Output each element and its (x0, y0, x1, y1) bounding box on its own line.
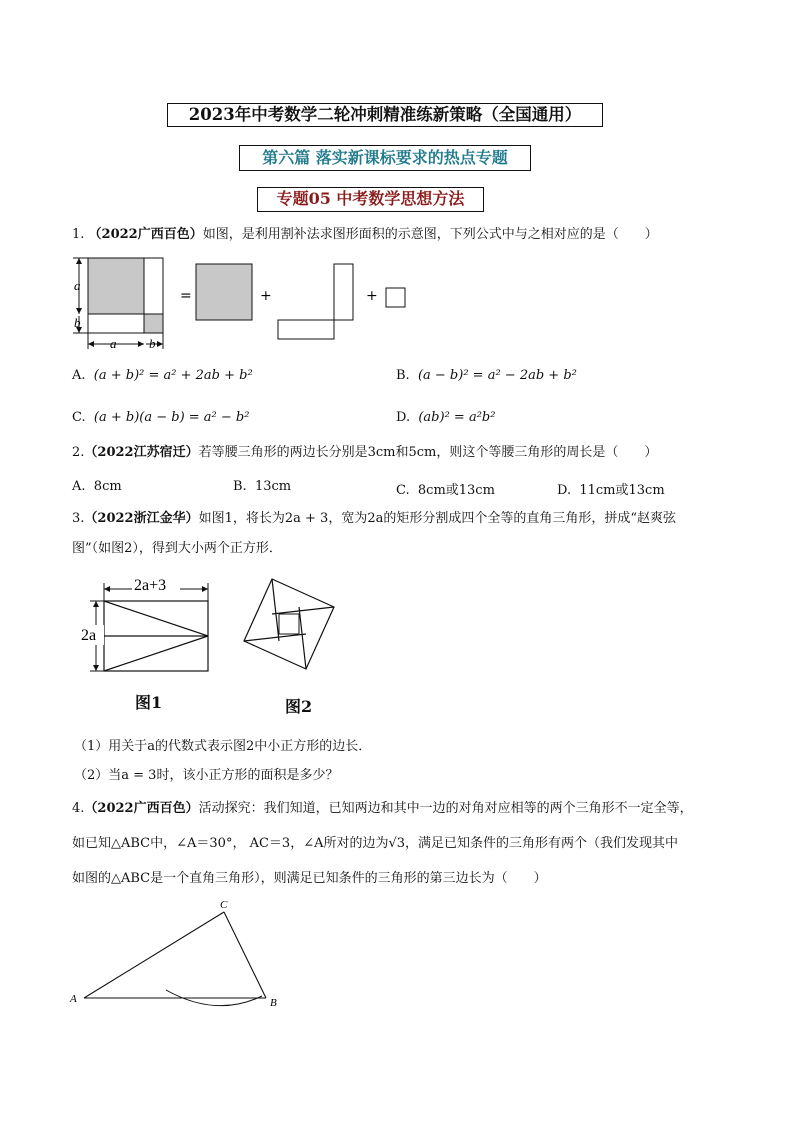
q2-option-c: C. 8cm或13cm (396, 483, 495, 498)
q3-sub2: （2）当a = 3时，该小正方形的面积是多少？ (74, 768, 339, 783)
q1-label-b-side: b (74, 315, 81, 330)
q1-stem (72, 226, 658, 244)
q1-plus2: + (366, 288, 378, 304)
q4-label-C: C (220, 899, 228, 911)
q1-piece-b2 (386, 288, 405, 307)
q2-source: （2022江苏宿迁） (84, 445, 199, 460)
q4-stem: 4.（2022广西百色）活动探究：我们知道，已知两边和其中一边的对角对应相等的两个三角形不一定全等， (72, 801, 693, 816)
q4-text-1: 活动探究：我们知道，已知两边和其中一边的对角对应相等的两个三角形不一定全等， (198, 801, 693, 816)
q2-stem: 2.（2022江苏宿迁）若等腰三角形的两边长分别是3cm和5cm，则这个等腰三角形的周长是（ ） (72, 445, 658, 460)
document-title: 2023年中考数学二轮冲刺精准练新策略（全国通用） (167, 103, 603, 127)
q1-piece-a2 (196, 264, 252, 320)
q1-option-b: B. (a − b)² = a² − 2ab + b² (396, 368, 577, 383)
q4-figure (66, 898, 296, 1013)
q3-figure1 (78, 575, 248, 675)
q1-option-c: C. (a + b)(a − b) = a² − b² (72, 410, 250, 425)
q1-number: 1. (72, 227, 85, 242)
q2-text: 若等腰三角形的两边长分别是3cm和5cm，则这个等腰三角形的周长是（ ） (198, 445, 658, 460)
q1-square-b (144, 314, 163, 333)
q1-option-a: A. (a + b)² = a² + 2ab + b² (72, 368, 253, 383)
q1-option-d: D. (ab)² = a²b² (396, 410, 496, 425)
q3-fig1-caption: 图1 (135, 693, 163, 712)
q3-sub1: （1）用关于a的代数式表示图2中小正方形的边长． (74, 739, 372, 754)
q1-label-b-bottom: b (149, 336, 156, 351)
q3-fig1-top-label: 2a+3 (134, 577, 167, 594)
q3-fig2-caption: 图2 (285, 697, 313, 716)
q1-eq: = (180, 288, 192, 304)
topic-title: 专题05 中考数学思想方法 (257, 187, 484, 212)
q1-strip-vertical (334, 264, 353, 320)
q1-source: （2022广西百色） (88, 227, 203, 242)
q3-text-2: 图”（如图2），得到大小两个正方形． (72, 541, 282, 556)
q2-option-d: D. 11cm或13cm (557, 483, 665, 498)
q4-text-2: 如已知△ABC中，∠A＝30°， AC＝3，∠A所对的边为√3，满足已知条件的三角形有两个（我们发现其中 (72, 836, 679, 851)
q4-source: （2022广西百色） (84, 801, 199, 816)
q1-strip-horizontal (278, 320, 334, 339)
q4-label-A: A (70, 993, 77, 1005)
q1-label-a-side: a (74, 278, 81, 293)
q1-text: 如图，是利用割补法求图形面积的示意图，下列公式中与之相对应的是（ ） (202, 227, 658, 242)
q2-option-b: B. 13cm (233, 479, 292, 494)
q3-fig1-left-label: 2a (81, 627, 97, 644)
q1-figure (70, 250, 420, 355)
q3-small-square (279, 614, 299, 634)
q3-text-1: 如图1，将长为2a + 3，宽为2a的矩形分割成四个全等的直角三角形，拼成“赵爽弦 (198, 511, 676, 526)
q1-square-a (88, 258, 144, 314)
part-title: 第六篇 落实新课标要求的热点专题 (239, 145, 531, 171)
q1-plus1: + (260, 288, 272, 304)
q4-label-B: B (270, 997, 277, 1009)
q3-source: （2022浙江金华） (84, 511, 199, 526)
q3-figure2 (240, 575, 340, 675)
q1-label-a-bottom: a (110, 336, 117, 351)
q3-stem: 3.（2022浙江金华）如图1，将长为2a + 3，宽为2a的矩形分割成四个全等的直角三角形，拼成“赵爽弦 (72, 511, 676, 526)
q2-option-a: A. 8cm (72, 479, 122, 494)
q4-text-3: 如图的△ABC是一个直角三角形），则满足已知条件的三角形的第三边长为（ ） (72, 871, 547, 886)
